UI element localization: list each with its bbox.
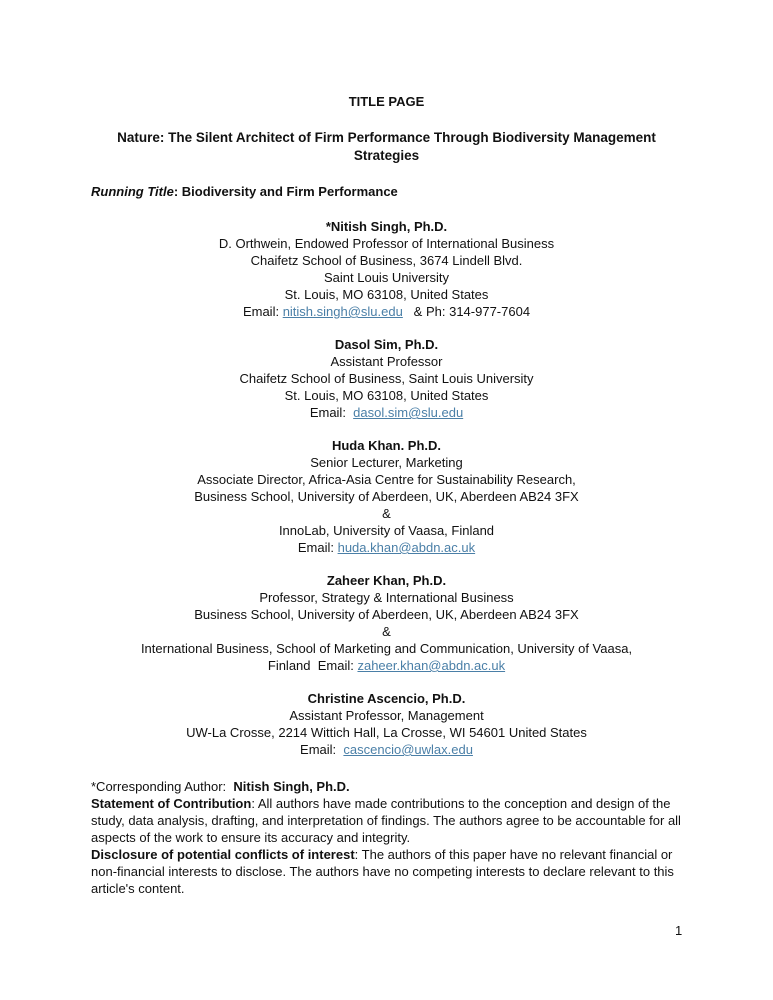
author-affiliation-line: Chaifetz School of Business, Saint Louis University (239, 371, 534, 386)
author-affiliation-line: Professor, Strategy & International Business (259, 590, 514, 605)
email-link[interactable]: nitish.singh@slu.edu (282, 304, 403, 319)
author-affiliation-line: St. Louis, MO 63108, United States (284, 388, 489, 403)
paper-title-line-2: Strategies (353, 148, 420, 163)
author-block (0, 437, 773, 556)
author-name: Christine Ascencio, Ph.D. (307, 691, 466, 706)
email-prefix: Email: (297, 540, 338, 555)
author-affiliation-line: St. Louis, MO 63108, United States (284, 287, 489, 302)
author-affiliation-line: Assistant Professor (330, 354, 443, 369)
author-list (0, 218, 773, 774)
running-title-label: Running Title (91, 184, 174, 199)
author-affiliation-line: Associate Director, Africa-Asia Centre for Sustainability Research, (197, 472, 576, 487)
corresponding-name: Nitish Singh, Ph.D. (233, 779, 350, 794)
author-affiliation-line: UW-La Crosse, 2214 Wittich Hall, La Crosse, WI 54601 United States (186, 725, 587, 740)
paper-title-line-1: Nature: The Silent Architect of Firm Performance Through Biodiversity Management (117, 130, 656, 145)
statements-section (91, 778, 681, 897)
author-affiliation-line: Business School, University of Aberdeen, UK, Aberdeen AB24 3FX (194, 607, 579, 622)
contribution-statement (91, 795, 681, 846)
author-contact-line (0, 404, 773, 421)
corresponding-author (91, 778, 681, 795)
email-link[interactable]: cascencio@uwlax.edu (343, 742, 473, 757)
contribution-label: Statement of Contribution (91, 796, 252, 811)
author-affiliation-line: & (382, 506, 391, 521)
disclosure-label: Disclosure of potential conflicts of interest (91, 847, 355, 862)
author-contact-line (0, 539, 773, 556)
author-name: *Nitish Singh, Ph.D. (325, 219, 448, 234)
title-page-heading: TITLE PAGE (348, 94, 425, 109)
author-block (0, 572, 773, 674)
author-affiliation-line: & (382, 624, 391, 639)
contribution-text: : All authors have made contributions to the conception and design of the study, data analysis, drafting, and interpretation of findings. The authors agree to be accountable for all aspects of the work to ensure its accuracy and integrity. (91, 796, 681, 845)
disclosure-text: : The authors of this paper have no relevant financial or non-financial interests to disclose. The authors have no competing interests to declare relevant to this article's content. (91, 847, 674, 896)
author-name: Dasol Sim, Ph.D. (334, 337, 439, 352)
author-block (0, 690, 773, 758)
email-link[interactable]: huda.khan@abdn.ac.uk (337, 540, 476, 555)
author-affiliation-line: Chaifetz School of Business, 3674 Lindell Blvd. (250, 253, 523, 268)
author-name: Zaheer Khan, Ph.D. (326, 573, 447, 588)
corresponding-label: *Corresponding Author: (91, 779, 234, 794)
author-contact-line (0, 657, 773, 674)
author-affiliation-line: International Business, School of Marketing and Communication, University of Vaasa, (140, 641, 633, 656)
author-contact-line (0, 741, 773, 758)
author-affiliation-line: Senior Lecturer, Marketing (310, 455, 463, 470)
disclosure-statement (91, 846, 681, 897)
author-affiliation-line: Assistant Professor, Management (289, 708, 484, 723)
paper-title (80, 129, 693, 165)
author-affiliation-line: InnoLab, University of Vaasa, Finland (278, 523, 495, 538)
email-link[interactable]: dasol.sim@slu.edu (353, 405, 464, 420)
author-affiliation-line: Saint Louis University (324, 270, 449, 285)
email-prefix: Email: (309, 405, 354, 420)
author-affiliation-line: Business School, University of Aberdeen, UK, Aberdeen AB24 3FX (194, 489, 579, 504)
author-contact-line (0, 303, 773, 320)
email-prefix: Email: (300, 742, 344, 757)
author-name: Huda Khan. Ph.D. (331, 438, 442, 453)
author-affiliation-line: D. Orthwein, Endowed Professor of International Business (218, 236, 555, 251)
running-title (91, 183, 398, 200)
running-title-value: Biodiversity and Firm Performance (181, 184, 398, 199)
email-prefix: Email: (242, 304, 283, 319)
email-link[interactable]: zaheer.khan@abdn.ac.uk (357, 658, 506, 673)
author-block (0, 336, 773, 421)
email-prefix: Finland Email: (267, 658, 358, 673)
author-block (0, 218, 773, 320)
page-number: 1 (675, 923, 683, 938)
phone-text: & Ph: 314-977-7604 (402, 304, 531, 319)
running-title-separator: : (173, 184, 182, 199)
